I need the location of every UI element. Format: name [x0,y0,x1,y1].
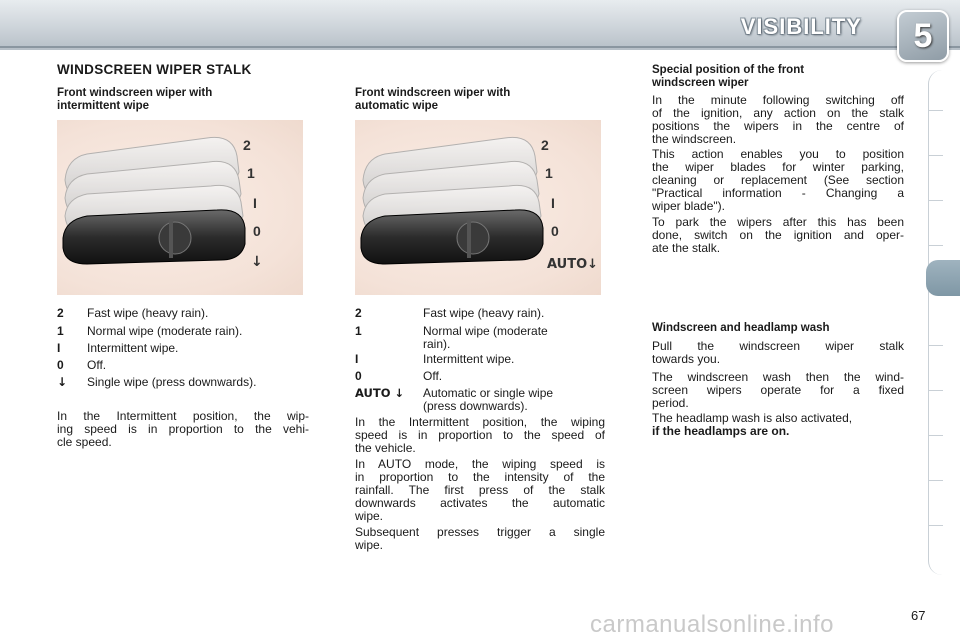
stalk-position-label: 0 [551,223,559,239]
text-line: "Practical information - Changing a [652,186,904,200]
text-line: wipe. [355,538,384,552]
page-number: 67 [911,608,926,623]
special-position-heading [652,64,804,90]
legend-key: 0 [57,358,64,372]
text-line: ing speed is in proportion to the vehi- [57,422,309,436]
legend-text: Off. [423,369,443,383]
chapter-number-badge: 5 [897,10,949,62]
tab-divider [929,525,943,526]
wash-pull-para [652,340,904,366]
legend-text: Single wipe (press downwards). [87,375,257,389]
legend-text: Intermittent wipe. [423,352,515,366]
legend-text: (press downwards). [423,399,528,413]
stalk-position-label: 1 [247,165,255,181]
wiper-stalk-icon [57,120,303,295]
legend-text: rain). [423,337,451,351]
legend-key: 2 [57,306,64,320]
text-line: wipe. [355,509,384,523]
text-line: The windscreen wash then the wind- [652,370,904,384]
text-line: In the Intermittent position, the wiping [355,415,605,429]
heading-line: Front windscreen wiper with [57,87,213,99]
stalk-position-label: AUTO↓ [547,257,599,272]
text-line: of the ignition, any action on the stalk [652,106,904,120]
active-chapter-tab [926,260,960,296]
stalk-position-label: 1 [545,165,553,181]
legend-key: I [355,352,359,366]
text-line: screen wipers operate for a fixed [652,383,904,397]
legend-key: 2 [355,306,362,320]
legend-text: Normal wipe (moderate [423,324,548,338]
legend-key: 0 [355,369,362,383]
winter-parking-para [652,148,904,213]
automatic-para-subsequent [355,526,605,552]
legend-key: 1 [355,324,362,338]
stalk-position-label: 2 [541,137,549,153]
tab-divider [929,345,943,346]
legend-key: I [57,341,61,355]
legend-key: 1 [57,324,64,338]
text-line: the wiper blades for winter parking, [652,160,904,174]
wash-operate-para [652,371,904,410]
legend-key: ↓ [57,375,68,389]
watermark: carmanualsonline.info [590,611,834,638]
tab-divider [929,435,943,436]
text-line: speed is in proportion to the speed of [355,428,605,442]
park-wipers-para [652,216,904,255]
text-line: if the headlamps are on. [652,424,790,438]
heading-line: Special position of the front [652,64,805,76]
text-line: the windscreen. [652,132,737,146]
text-line: positions the wipers in the centre of [652,119,904,133]
text-line: In the Intermittent position, the wip- [57,409,309,423]
automatic-wiper-stalk-illustration [355,120,601,295]
section-title: VISIBILITY [740,14,862,39]
text-line: wiper blade"). [652,199,725,213]
text-line: To park the wipers after this has been [652,215,904,229]
text-line: ate the stalk. [652,241,721,255]
stalk-position-label: I [253,195,257,211]
text-line: The headlamp wash is also activated, [652,411,853,425]
tab-divider [929,200,943,201]
text-line: period. [652,396,689,410]
text-line: In AUTO mode, the wiping speed is [355,457,605,471]
text-line: In the minute following switching off [652,93,904,107]
text-line: done, switch on the ignition and oper- [652,228,904,242]
text-line: cle speed. [57,435,112,449]
headlamp-wash-para [652,412,904,438]
tab-divider [929,110,943,111]
text-line: downwards activates the automatic [355,496,605,510]
heading-line: intermittent wipe [57,100,150,112]
chapter-side-tabs [928,70,960,575]
intermittent-wiper-stalk-illustration [57,120,303,295]
heading-line: Front windscreen wiper with [355,87,511,99]
text-line: in proportion to the intensity of the [355,470,605,484]
heading-line: automatic wipe [355,100,439,112]
tab-divider [929,245,943,246]
special-position-para [652,94,904,146]
text-line: Subsequent presses trigger a single [355,525,605,539]
stalk-position-label: I [551,195,555,211]
legend-text: Fast wipe (heavy rain). [423,306,545,320]
intermittent-note [57,410,309,449]
text-line: rainfall. The first press of the stalk [355,483,605,497]
text-line: Pull the windscreen wiper stalk [652,339,904,353]
legend-text: Off. [87,358,107,372]
tab-divider [929,155,943,156]
legend-text: Automatic or single wipe [423,386,554,400]
stalk-position-label: 0 [253,223,261,239]
tab-divider [929,390,943,391]
text-line: This action enables you to position [652,147,904,161]
stalk-position-label: 2 [243,137,251,153]
text-line: cleaning or replacement (See section [652,173,904,187]
legend-text: Fast wipe (heavy rain). [87,306,209,320]
automatic-para-auto-mode [355,458,605,523]
wiper-stalk-icon [355,120,601,295]
automatic-para-intermittent [355,416,605,455]
header-divider [0,46,960,48]
page-title: WINDSCREEN WIPER STALK [57,62,252,77]
heading-line: windscreen wiper [652,77,749,89]
text-line: the vehicle. [355,441,416,455]
wash-heading: Windscreen and headlamp wash [652,322,830,334]
stalk-position-label: ↓ [251,254,263,270]
automatic-wipe-heading [355,87,510,113]
text-line: towards you. [652,352,721,366]
tab-divider [929,480,943,481]
intermittent-wipe-heading [57,87,212,113]
legend-key: AUTO ↓ [355,386,405,400]
legend-text: Intermittent wipe. [87,341,179,355]
legend-text: Normal wipe (moderate rain). [87,324,243,338]
